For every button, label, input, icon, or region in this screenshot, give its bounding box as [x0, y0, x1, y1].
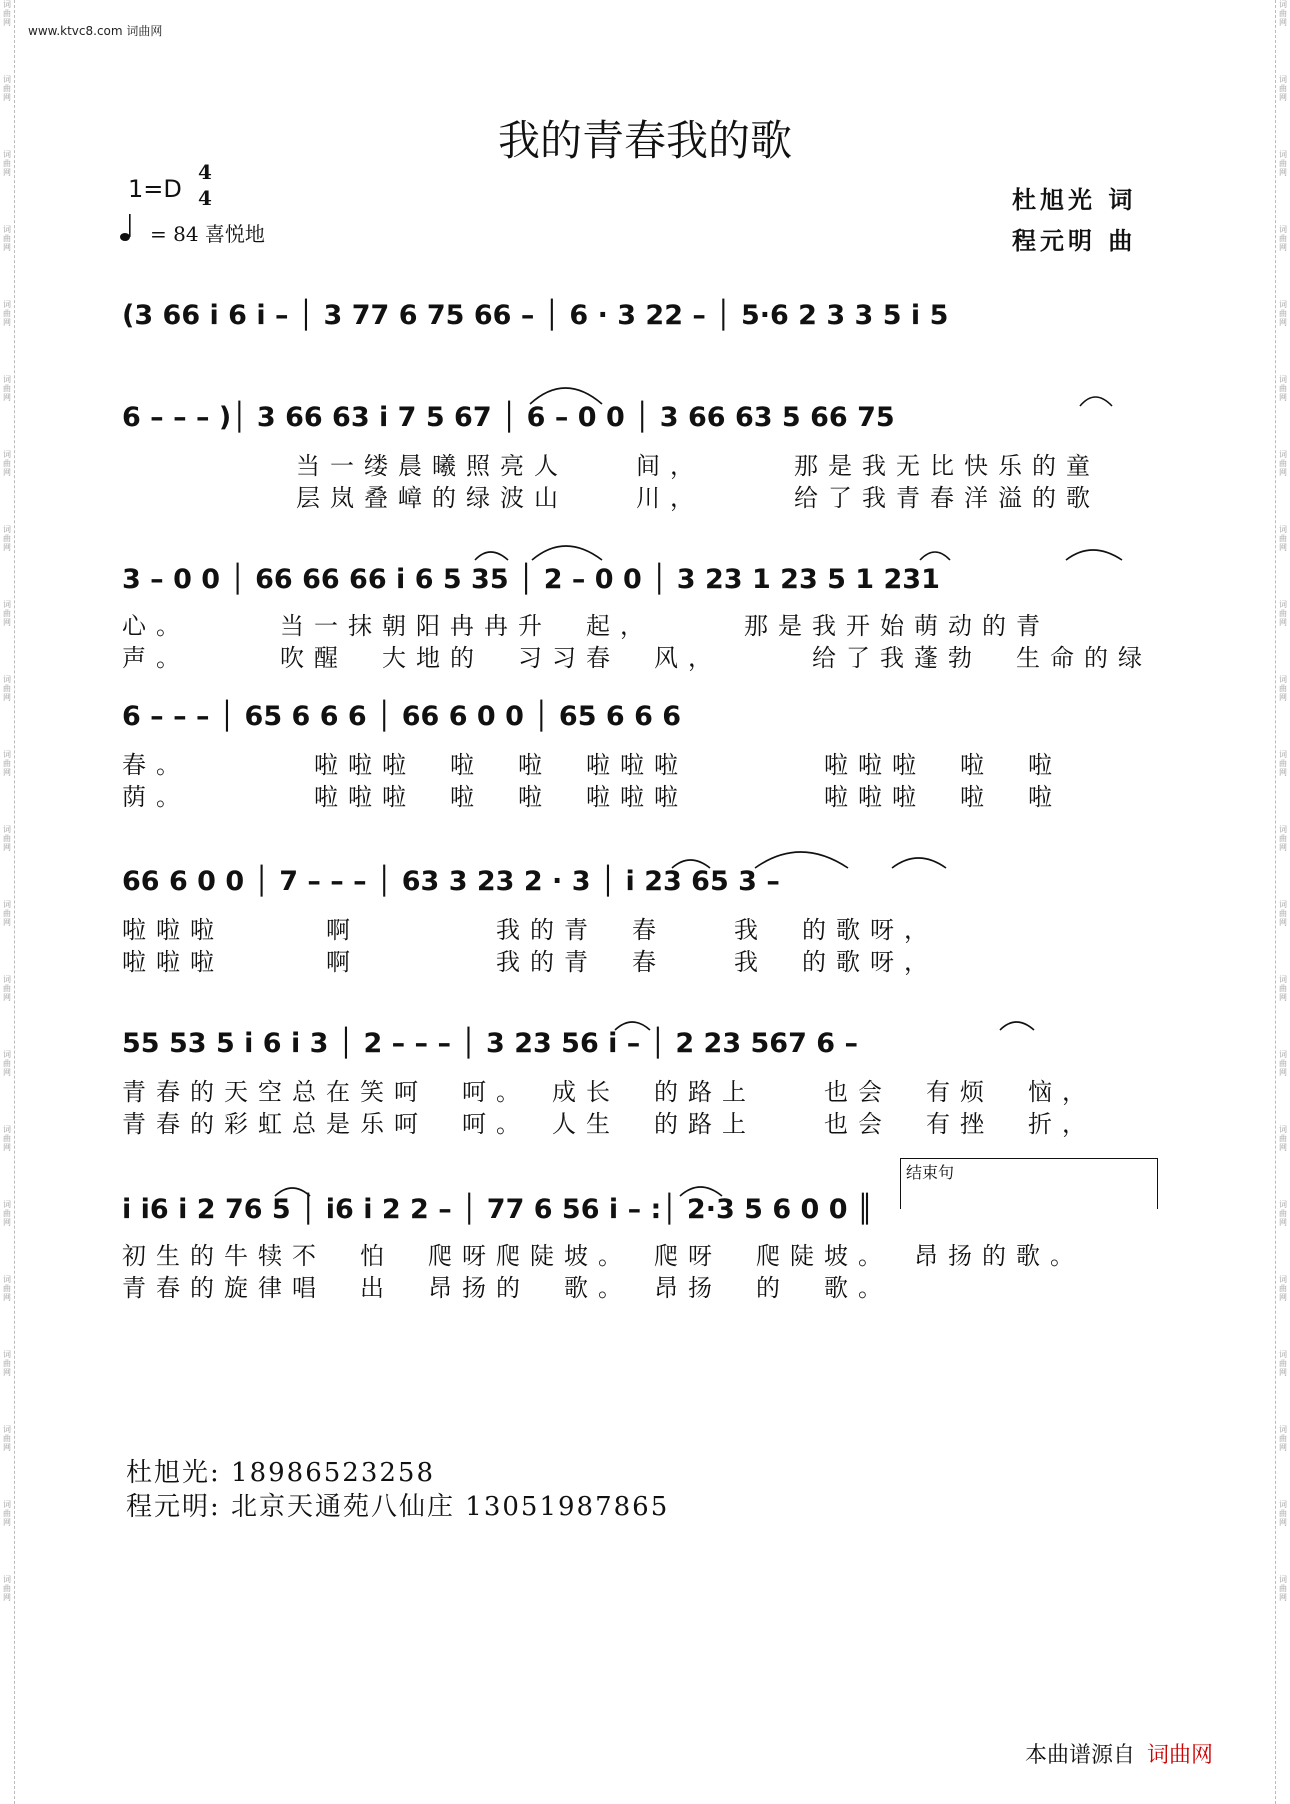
- lyric-verse-2: 青春的旋律唱 出 昂扬的 歌。 昂扬 的 歌。: [122, 1274, 892, 1302]
- contact-lyricist: 杜旭光: 18986523258: [126, 1458, 435, 1488]
- lyric-verse-2: 青春的彩虹总是乐呵 呵。 人生 的路上 也会 有挫 折，: [122, 1110, 1096, 1138]
- right-watermark-strip: 词曲网 词曲网 词曲网 词曲网 词曲网 词曲网 词曲网 词曲网 词曲网 词曲网 词曲网 词曲网 词曲网 词曲网 词曲网 词曲网 词曲网 词曲网 词曲网 词曲网 词曲网 词曲网: [1275, 0, 1290, 1804]
- notation-row: 66 6 0 0 │ 7 – – – │ 63 3 23 2 · 3 │ i 23 65 3 –: [122, 866, 780, 897]
- source-footer: [1025, 1738, 1213, 1769]
- tempo-marking: = 84 喜悦地: [150, 222, 265, 246]
- page-title: 我的青春我的歌: [497, 116, 792, 165]
- footer-brand-link[interactable]: 词曲网: [1147, 1743, 1214, 1768]
- lyric-verse-1: 当一缕晨曦照亮人 间， 那是我无比快乐的童: [296, 452, 1100, 480]
- lyric-verse-1: 初生的牛犊不 怕 爬呀爬陡坡。 爬呀 爬陡坡。 昂扬的歌。: [122, 1242, 1084, 1270]
- composer-credit: 程元明 曲: [1012, 226, 1137, 255]
- key-signature: 1=D: [128, 175, 182, 203]
- lyric-verse-1: 啦啦啦 啊 我的青 春 我 的歌呀，: [122, 916, 938, 944]
- time-signature-bottom: 4: [198, 186, 212, 210]
- footer-text: 本曲谱源自: [1025, 1743, 1136, 1768]
- notation-row: 55 53 5 i 6 i 3 │ 2 – – – │ 3 23 56 i – │ 2 23 567 6 –: [122, 1028, 858, 1059]
- notation-row: 6 – – – )│ 3 66 63 i 7 5 67 │ 6 – 0 0 │ 3 66 63 5 66 75: [122, 402, 895, 433]
- contact-composer: 程元明: 北京天通苑八仙庄 13051987865: [126, 1492, 670, 1522]
- lyric-verse-1: 青春的天空总在笑呵 呵。 成长 的路上 也会 有烦 恼，: [122, 1078, 1096, 1106]
- notation-row: (3 66 i 6 i – │ 3 77 6 75 66 – │ 6 · 3 22 – │ 5·6 2 3 3 5 i 5: [122, 300, 949, 331]
- notation-row: 6 – – – │ 65 6 6 6 │ 66 6 0 0 │ 65 6 6 6: [122, 701, 682, 732]
- lyric-verse-2: 荫。 啦啦啦 啦 啦 啦啦啦 啦啦啦 啦 啦: [122, 783, 1062, 811]
- left-watermark-strip: 词曲网 词曲网 词曲网 词曲网 词曲网 词曲网 词曲网 词曲网 词曲网 词曲网 词曲网 词曲网 词曲网 词曲网 词曲网 词曲网 词曲网 词曲网 词曲网 词曲网 词曲网 词曲网: [0, 0, 15, 1804]
- lyric-verse-1: 春。 啦啦啦 啦 啦 啦啦啦 啦啦啦 啦 啦: [122, 751, 1062, 779]
- lyric-verse-2: 声。 吹醒 大地的 习习春 风， 给了我蓬勃 生命的绿: [122, 644, 1152, 672]
- lyric-verse-2: 层岚叠嶂的绿波山 川， 给了我青春洋溢的歌: [296, 484, 1100, 512]
- lyric-verse-1: 心。 当一抹朝阳冉冉升 起， 那是我开始萌动的青: [122, 612, 1050, 640]
- ending-label: 结束句: [906, 1163, 955, 1182]
- lyric-verse-2: 啦啦啦 啊 我的青 春 我 的歌呀，: [122, 948, 938, 976]
- time-signature-top: 4: [198, 160, 212, 184]
- site-header[interactable]: www.ktvc8.com 词曲网: [28, 24, 163, 38]
- notation-row: i i6 i 2 76 5 │ i6 i 2 2 – │ 77 6 56 i – :│ 2·3 5 6 0 0 ║: [122, 1194, 874, 1225]
- notation-row: 3 – 0 0 │ 66 66 66 i 6 5 35 │ 2 – 0 0 │ 3 23 1 23 5 1 231: [122, 564, 940, 595]
- lyricist-credit: 杜旭光 词: [1012, 185, 1137, 214]
